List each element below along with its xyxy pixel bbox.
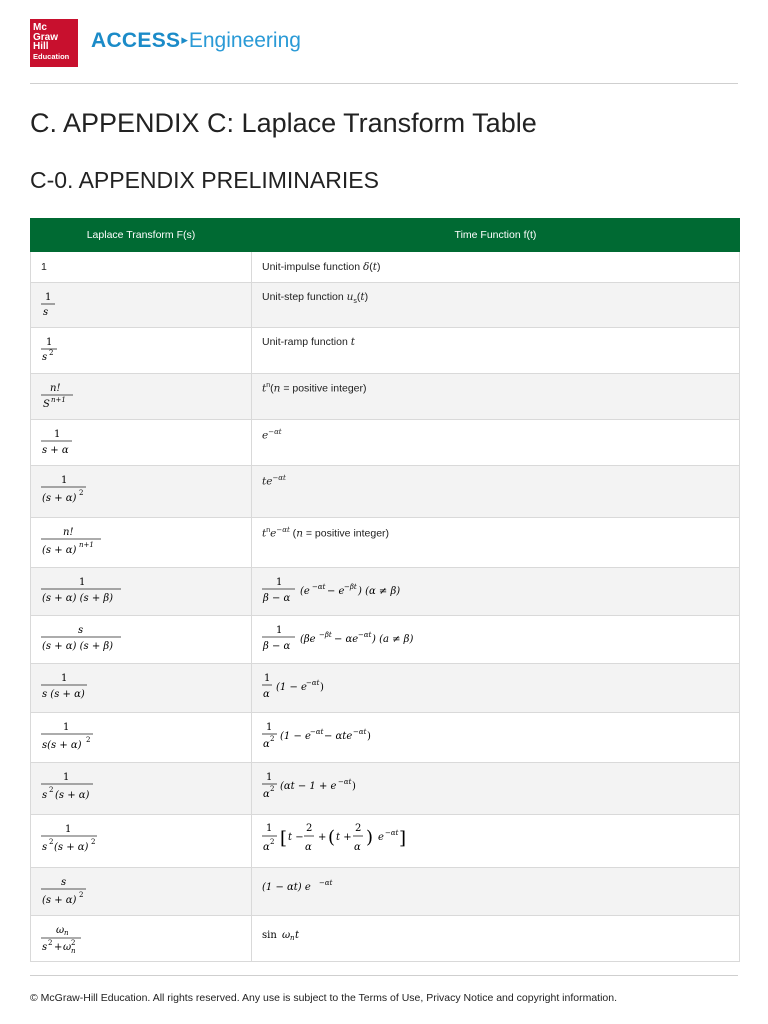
svg-text:−βt: −βt bbox=[344, 583, 357, 591]
svg-text:t +: t + bbox=[336, 832, 352, 843]
copyright-footer: © McGraw-Hill Education. All rights reserved. Any use is subject to the Terms of Use, Privacy Notice and copyright information. bbox=[30, 992, 618, 1004]
laplace-cell bbox=[31, 252, 252, 283]
svg-text:2: 2 bbox=[48, 939, 53, 947]
fraction-formula bbox=[41, 670, 111, 700]
table-row bbox=[31, 283, 740, 328]
time-cell: Unit-impulse function δ(t) bbox=[252, 252, 740, 283]
time-formula bbox=[262, 574, 462, 604]
time-cell: $e^{-\alpha t}$ bbox=[252, 420, 740, 466]
svg-text:1: 1 bbox=[266, 722, 273, 733]
svg-text:1: 1 bbox=[45, 292, 52, 303]
fraction-formula bbox=[41, 622, 141, 652]
laplace-cell bbox=[31, 763, 252, 815]
svg-text:n!: n! bbox=[50, 383, 61, 394]
time-cell: $t^ne^{-\alpha t}$ (n = positive integer) bbox=[252, 518, 740, 568]
laplace-cell bbox=[31, 664, 252, 713]
svg-text:− αte: − αte bbox=[324, 731, 353, 742]
svg-text:− αe: − αe bbox=[334, 634, 359, 645]
laplace-cell bbox=[31, 616, 252, 664]
svg-text:t: t bbox=[295, 930, 300, 941]
svg-text:2: 2 bbox=[71, 939, 76, 947]
brand-access: ACCESS bbox=[91, 29, 181, 52]
laplace-cell bbox=[31, 868, 252, 916]
logo-line: Mc bbox=[33, 22, 47, 33]
svg-text:−αt: −αt bbox=[319, 879, 333, 887]
svg-text:s: s bbox=[42, 942, 48, 953]
svg-text:2: 2 bbox=[49, 786, 54, 794]
svg-text:(1 − e: (1 − e bbox=[280, 731, 311, 742]
svg-text:−αt: −αt bbox=[310, 728, 324, 736]
svg-text:1: 1 bbox=[61, 673, 68, 684]
svg-text:(αt − 1 + e: (αt − 1 + e bbox=[280, 781, 337, 792]
svg-text:(1 − αt) e: (1 − αt) e bbox=[262, 882, 311, 893]
svg-text:n+1: n+1 bbox=[79, 541, 94, 549]
svg-text:s(s + α): s(s + α) bbox=[42, 740, 82, 751]
svg-text:α: α bbox=[263, 689, 270, 700]
svg-text:−αt: −αt bbox=[312, 583, 326, 591]
table-row bbox=[31, 252, 740, 283]
svg-text:s: s bbox=[42, 842, 48, 853]
svg-text:]: ] bbox=[399, 828, 407, 849]
section-title: C-0. APPENDIX PRELIMINARIES bbox=[30, 167, 379, 193]
svg-text:e: e bbox=[378, 832, 384, 843]
svg-text:2: 2 bbox=[306, 823, 313, 834]
time-formula bbox=[262, 622, 462, 652]
logo-line: Hill bbox=[33, 41, 49, 52]
time-cell: Unit-ramp function t bbox=[252, 328, 740, 374]
svg-text:2: 2 bbox=[79, 489, 84, 497]
svg-text:α: α bbox=[263, 739, 270, 750]
svg-text:β − α: β − α bbox=[263, 641, 291, 652]
fraction-formula bbox=[41, 380, 81, 410]
table-row bbox=[31, 374, 740, 420]
time-cell: $te^{-\alpha t}$ bbox=[252, 466, 740, 518]
page-header bbox=[30, 19, 738, 69]
svg-text:1: 1 bbox=[63, 722, 70, 733]
laplace-transform-table bbox=[30, 218, 740, 962]
svg-text:t −: t − bbox=[288, 832, 304, 843]
svg-text:−βt: −βt bbox=[319, 631, 332, 639]
column-header-time: Time Function f(t) bbox=[252, 219, 740, 252]
svg-text:ω: ω bbox=[63, 942, 72, 953]
page-title: C. APPENDIX C: Laplace Transform Table bbox=[30, 108, 537, 138]
fraction-formula bbox=[41, 821, 111, 855]
svg-text:n: n bbox=[71, 947, 76, 954]
mcgraw-hill-logo[interactable] bbox=[30, 19, 78, 67]
fraction-formula bbox=[41, 922, 101, 954]
laplace-cell bbox=[31, 568, 252, 616]
svg-text:−αt: −αt bbox=[385, 829, 399, 837]
time-cell bbox=[252, 664, 740, 713]
table-row bbox=[31, 518, 740, 568]
svg-text:ω: ω bbox=[282, 930, 291, 941]
time-cell: $t^n(n$ = positive integer) bbox=[252, 374, 740, 420]
svg-text:α: α bbox=[354, 842, 361, 853]
svg-text:(s + α) (s + β): (s + α) (s + β) bbox=[42, 641, 114, 652]
time-formula bbox=[262, 924, 342, 944]
time-formula bbox=[262, 876, 382, 896]
svg-text:−αt: −αt bbox=[306, 679, 320, 687]
svg-text:): ) bbox=[352, 781, 356, 792]
svg-text:s + α: s + α bbox=[42, 445, 69, 456]
svg-text:): ) bbox=[320, 682, 324, 693]
svg-text:1: 1 bbox=[63, 772, 70, 783]
svg-text:α: α bbox=[305, 842, 312, 853]
table-row bbox=[31, 420, 740, 466]
time-cell bbox=[252, 916, 740, 962]
svg-text:2: 2 bbox=[91, 838, 96, 846]
svg-text:1: 1 bbox=[61, 475, 68, 486]
time-cell: Unit-step function $u_s(t)$ bbox=[252, 283, 740, 328]
laplace-cell bbox=[31, 815, 252, 868]
svg-text:1: 1 bbox=[79, 577, 86, 588]
svg-text:n+1: n+1 bbox=[51, 396, 66, 404]
svg-text:(s + α): (s + α) bbox=[54, 842, 89, 853]
svg-text:(1 − e: (1 − e bbox=[276, 682, 307, 693]
svg-text:1: 1 bbox=[54, 429, 61, 440]
time-cell bbox=[252, 763, 740, 815]
svg-text:s: s bbox=[42, 790, 48, 801]
svg-text:): ) bbox=[366, 827, 374, 848]
table-row bbox=[31, 815, 740, 868]
svg-text:− e: − e bbox=[327, 586, 345, 597]
svg-text:α: α bbox=[263, 789, 270, 800]
time-formula bbox=[262, 670, 382, 700]
svg-text:(βe: (βe bbox=[300, 634, 316, 645]
svg-text:s: s bbox=[42, 352, 48, 362]
time-cell bbox=[252, 815, 740, 868]
svg-text:β − α: β − α bbox=[263, 593, 291, 604]
table-row bbox=[31, 466, 740, 518]
fraction-formula bbox=[41, 289, 71, 317]
svg-text:1: 1 bbox=[266, 823, 273, 834]
svg-text:ω: ω bbox=[56, 925, 65, 936]
table-row bbox=[31, 568, 740, 616]
svg-text:1: 1 bbox=[65, 824, 72, 835]
svg-text:n!: n! bbox=[63, 527, 74, 538]
svg-text:2: 2 bbox=[49, 838, 54, 846]
svg-text:+: + bbox=[318, 832, 327, 843]
laplace-cell bbox=[31, 374, 252, 420]
svg-text:n: n bbox=[290, 934, 295, 942]
svg-text:S: S bbox=[43, 399, 50, 410]
fraction-formula bbox=[41, 426, 101, 456]
laplace-cell bbox=[31, 518, 252, 568]
laplace-cell bbox=[31, 713, 252, 763]
svg-text:(s + α): (s + α) bbox=[55, 790, 90, 801]
svg-text:−αt: −αt bbox=[353, 728, 367, 736]
header-divider bbox=[30, 83, 738, 84]
svg-text:(s + α): (s + α) bbox=[42, 895, 77, 906]
time-cell bbox=[252, 868, 740, 916]
table-row bbox=[31, 616, 740, 664]
svg-text:(s + α): (s + α) bbox=[42, 545, 77, 556]
svg-text:n: n bbox=[64, 929, 69, 937]
svg-text:2: 2 bbox=[49, 349, 54, 357]
laplace-cell bbox=[31, 283, 252, 328]
time-formula bbox=[262, 819, 462, 859]
fraction-formula bbox=[41, 472, 101, 506]
fraction-formula bbox=[41, 769, 111, 803]
brand-engineering: Engineering bbox=[188, 29, 301, 52]
table-row bbox=[31, 328, 740, 374]
svg-text:) (a ≠ β): ) (a ≠ β) bbox=[372, 634, 414, 645]
fraction-formula bbox=[41, 719, 111, 753]
fraction-formula bbox=[41, 574, 141, 604]
svg-text:−αt: −αt bbox=[358, 631, 372, 639]
svg-text:1: 1 bbox=[264, 673, 271, 684]
time-cell bbox=[252, 568, 740, 616]
svg-text:s (s + α): s (s + α) bbox=[42, 689, 85, 700]
column-header-laplace: Laplace Transform F(s) bbox=[31, 219, 252, 252]
svg-text:1: 1 bbox=[276, 625, 283, 636]
svg-text:−αt: −αt bbox=[338, 778, 352, 786]
fraction-formula bbox=[41, 874, 101, 908]
time-formula bbox=[262, 769, 412, 801]
fraction-formula bbox=[41, 334, 71, 362]
svg-text:(: ( bbox=[328, 827, 336, 848]
svg-text:s: s bbox=[43, 307, 49, 317]
time-cell bbox=[252, 616, 740, 664]
footer-divider bbox=[30, 975, 738, 976]
svg-text:s: s bbox=[78, 625, 84, 636]
table-row bbox=[31, 916, 740, 962]
svg-text:1: 1 bbox=[266, 772, 273, 783]
svg-text:): ) bbox=[367, 731, 371, 742]
laplace-cell bbox=[31, 420, 252, 466]
brand-arrow-icon: ▸ bbox=[181, 32, 188, 47]
laplace-cell bbox=[31, 328, 252, 374]
svg-text:(s + α): (s + α) bbox=[42, 493, 77, 504]
laplace-cell bbox=[31, 466, 252, 518]
laplace-cell bbox=[31, 916, 252, 962]
svg-text:[: [ bbox=[280, 828, 288, 849]
svg-text:2: 2 bbox=[270, 735, 275, 743]
svg-text:2: 2 bbox=[270, 838, 275, 846]
table-header-row bbox=[31, 219, 740, 252]
svg-text:1: 1 bbox=[276, 577, 283, 588]
svg-text:2: 2 bbox=[79, 891, 84, 899]
svg-text:2: 2 bbox=[355, 823, 362, 834]
svg-text:) (α ≠ β): ) (α ≠ β) bbox=[358, 586, 401, 597]
laplace-text: 1 bbox=[41, 261, 47, 273]
svg-text:sin: sin bbox=[262, 930, 277, 941]
svg-text:1: 1 bbox=[46, 337, 53, 348]
svg-text:+: + bbox=[54, 942, 63, 953]
svg-text:(s + α) (s + β): (s + α) (s + β) bbox=[42, 593, 114, 604]
table-row bbox=[31, 868, 740, 916]
time-formula bbox=[262, 719, 422, 751]
svg-text:α: α bbox=[263, 842, 270, 853]
fraction-formula bbox=[41, 524, 121, 558]
logo-line: Graw bbox=[33, 31, 59, 43]
table-row bbox=[31, 763, 740, 815]
svg-text:2: 2 bbox=[270, 785, 275, 793]
table-row bbox=[31, 664, 740, 713]
svg-text:2: 2 bbox=[86, 736, 91, 744]
table-row bbox=[31, 713, 740, 763]
svg-text:(e: (e bbox=[300, 586, 310, 597]
access-engineering-logo[interactable] bbox=[91, 29, 301, 53]
svg-text:s: s bbox=[61, 877, 67, 888]
logo-line: Education bbox=[33, 51, 70, 61]
time-cell bbox=[252, 713, 740, 763]
